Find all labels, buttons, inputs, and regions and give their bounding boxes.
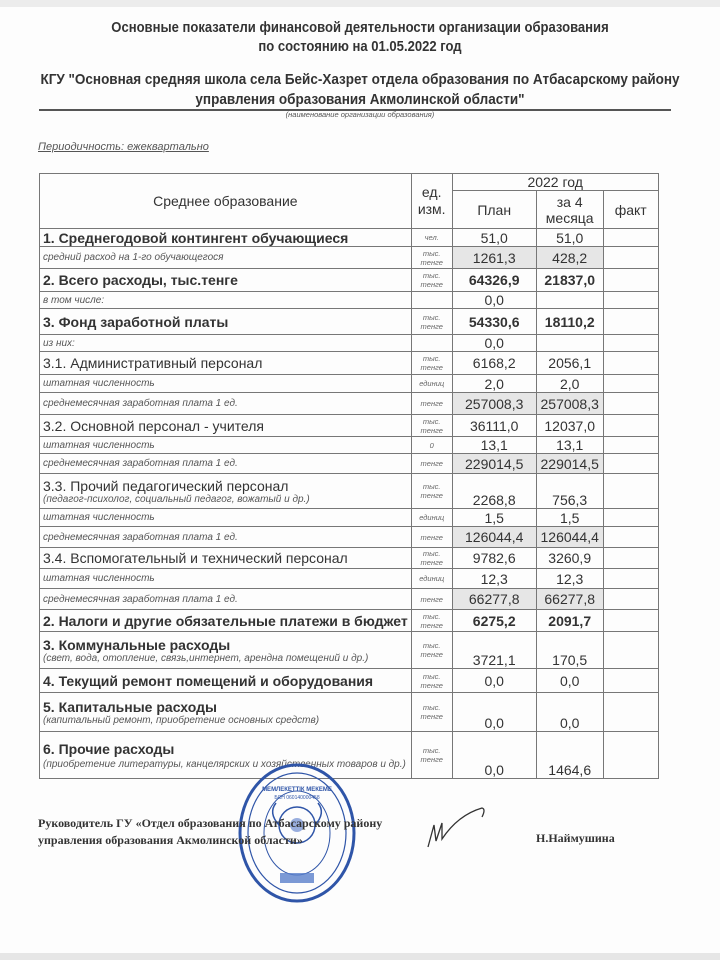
- svg-text:БСН 060140000458: БСН 060140000458: [274, 795, 320, 801]
- row-value-fact: [603, 732, 658, 779]
- table-row: [40, 669, 659, 693]
- row-item-cell: [40, 269, 412, 292]
- organization-caption: (наименование организации образования): [285, 110, 435, 119]
- top-frame-strip: [0, 0, 720, 7]
- table-row: [40, 393, 659, 415]
- row-sublabel: (капитальный ремонт, приобретение основных средств): [43, 714, 320, 726]
- row-sublabel: (свет, вода, отопление, связь,интернет, арендна помещений и др.): [43, 652, 369, 664]
- row-value-fact: [603, 527, 658, 548]
- row-value-plan: 0,0: [452, 669, 536, 693]
- row-unit: тенге: [411, 527, 452, 548]
- row-item-cell: [40, 669, 412, 693]
- table-row: [40, 610, 659, 632]
- row-value-fact: [603, 509, 658, 527]
- row-value-fact: [603, 335, 658, 352]
- row-value-plan: 6275,2: [452, 610, 536, 632]
- table-row: [40, 229, 659, 247]
- row-item-cell: [40, 548, 412, 569]
- column-header-unit: ед. изм.: [411, 174, 452, 229]
- table-row: [40, 527, 659, 548]
- row-unit: тыс. тенге: [411, 415, 452, 437]
- row-unit: тыс. тенге: [411, 309, 452, 335]
- row-unit: тыс. тенге: [411, 732, 452, 779]
- row-sublabel: штатная численность: [43, 512, 155, 523]
- table-row: [40, 589, 659, 610]
- row-value-four-months: 229014,5: [536, 454, 603, 474]
- row-value-four-months: 12037,0: [536, 415, 603, 437]
- periodicity-label: Периодичность: ежеквартально: [38, 141, 209, 153]
- row-value-four-months: 51,0: [536, 229, 603, 247]
- row-sublabel: штатная численность: [43, 378, 155, 389]
- row-value-fact: [603, 454, 658, 474]
- table-row: [40, 569, 659, 589]
- row-value-plan: 257008,3: [452, 393, 536, 415]
- row-item-cell: [40, 309, 412, 335]
- row-value-four-months: 2,0: [536, 375, 603, 393]
- signatory-name: Н.Наймушина: [536, 831, 615, 845]
- column-header-year: 2022 год: [452, 174, 658, 191]
- row-unit: тыс. тенге: [411, 247, 452, 269]
- row-item-cell: [40, 569, 412, 589]
- table-body: [40, 229, 659, 779]
- row-item-cell: [40, 610, 412, 632]
- row-value-four-months: 428,2: [536, 247, 603, 269]
- row-item-cell: [40, 437, 412, 454]
- row-sublabel: средний расход на 1-го обучающегося: [43, 252, 224, 263]
- column-header-plan: План: [452, 191, 536, 229]
- row-value-plan: 36111,0: [452, 415, 536, 437]
- row-value-four-months: 0,0: [536, 669, 603, 693]
- row-value-four-months: 756,3: [536, 474, 603, 509]
- row-value-fact: [603, 474, 658, 509]
- row-unit: тыс. тенге: [411, 352, 452, 375]
- table-row: [40, 247, 659, 269]
- row-value-four-months: 2056,1: [536, 352, 603, 375]
- row-value-plan: 1261,3: [452, 247, 536, 269]
- row-label: 1. Среднегодовой контингент обучающиеся: [43, 229, 349, 246]
- table-row: [40, 335, 659, 352]
- row-value-fact: [603, 393, 658, 415]
- organization-name-line2: управления образования Акмолинской области": [195, 91, 525, 108]
- row-value-plan: 2268,8: [452, 474, 536, 509]
- row-sublabel: из них:: [43, 337, 75, 349]
- row-unit: тыс. тенге: [411, 693, 452, 732]
- row-value-fact: [603, 589, 658, 610]
- row-value-fact: [603, 229, 658, 247]
- row-value-four-months: 126044,4: [536, 527, 603, 548]
- row-unit: единиц: [411, 569, 452, 589]
- signatory-title-line2: управления образования Акмолинской области»: [38, 833, 303, 847]
- row-value-four-months: 21837,0: [536, 269, 603, 292]
- row-unit: тыс. тенге: [411, 632, 452, 669]
- row-value-four-months: 18110,2: [536, 309, 603, 335]
- row-item-cell: [40, 509, 412, 527]
- row-item-cell: [40, 335, 412, 352]
- row-sublabel: среднемесячная заработная плата 1 ед.: [43, 593, 238, 605]
- row-value-four-months: 0,0: [536, 693, 603, 732]
- row-unit: 0: [411, 437, 452, 454]
- row-value-fact: [603, 352, 658, 375]
- row-sublabel: среднемесячная заработная плата 1 ед.: [43, 531, 238, 543]
- row-sublabel: (педагог-психолог, социальный педагог, вожатый и др.): [43, 493, 310, 505]
- row-value-four-months: 3260,9: [536, 548, 603, 569]
- row-value-plan: 0,0: [452, 732, 536, 779]
- row-value-four-months: 2091,7: [536, 610, 603, 632]
- column-header-four-months: за 4 месяца: [536, 191, 603, 229]
- row-value-plan: 13,1: [452, 437, 536, 454]
- row-sublabel: среднемесячная заработная плата 1 ед.: [43, 458, 238, 469]
- row-item-cell: [40, 415, 412, 437]
- row-value-plan: 9782,6: [452, 548, 536, 569]
- row-label: 3. Коммунальные расходы: [43, 636, 231, 653]
- table-row: [40, 548, 659, 569]
- row-value-four-months: [536, 292, 603, 309]
- row-value-four-months: 12,3: [536, 569, 603, 589]
- row-value-four-months: 1,5: [536, 509, 603, 527]
- row-item-cell: [40, 247, 412, 269]
- row-unit: тыс. тенге: [411, 610, 452, 632]
- row-sublabel: (приобретение литературы, канцелярских и хозяйственных товаров и др.): [43, 758, 406, 770]
- row-unit: тенге: [411, 454, 452, 474]
- row-sublabel: среднемесячная заработная плата 1 ед.: [43, 398, 238, 409]
- row-label: 3.3. Прочий педагогический персонал: [43, 477, 289, 494]
- row-unit: [411, 292, 452, 309]
- organization-name-line1: КГУ "Основная средняя школа села Бейс-Хазрет отдела образования по Атбасарскому району: [40, 71, 680, 88]
- row-unit: [411, 335, 452, 352]
- row-value-fact: [603, 247, 658, 269]
- row-value-plan: 229014,5: [452, 454, 536, 474]
- row-label: 3. Фонд заработной платы: [43, 313, 229, 330]
- row-unit: тенге: [411, 589, 452, 610]
- table-row: [40, 352, 659, 375]
- row-value-fact: [603, 309, 658, 335]
- row-value-plan: 51,0: [452, 229, 536, 247]
- row-item-cell: [40, 292, 412, 309]
- row-value-fact: [603, 610, 658, 632]
- row-unit: тыс. тенге: [411, 669, 452, 693]
- row-value-fact: [603, 292, 658, 309]
- table-row: [40, 693, 659, 732]
- row-label: 2. Всего расходы, тыс.тенге: [43, 272, 238, 288]
- column-header-fact: факт: [603, 191, 658, 229]
- row-unit: тенге: [411, 393, 452, 415]
- signatory-title: [38, 815, 382, 849]
- document-date: по состоянию на 01.05.2022 год: [258, 39, 462, 55]
- row-item-cell: [40, 352, 412, 375]
- handwritten-signature: [420, 803, 490, 853]
- row-item-cell: [40, 454, 412, 474]
- row-label: 4. Текущий ремонт помещений и оборудования: [43, 672, 374, 689]
- table-row: [40, 309, 659, 335]
- row-value-four-months: 13,1: [536, 437, 603, 454]
- row-unit: тыс. тенге: [411, 474, 452, 509]
- row-value-fact: [603, 548, 658, 569]
- row-item-cell: [40, 474, 412, 509]
- row-value-plan: 2,0: [452, 375, 536, 393]
- table-row: [40, 474, 659, 509]
- table-row: [40, 509, 659, 527]
- row-value-plan: 3721,1: [452, 632, 536, 669]
- row-value-four-months: 66277,8: [536, 589, 603, 610]
- row-unit: единиц: [411, 375, 452, 393]
- row-value-four-months: 1464,6: [536, 732, 603, 779]
- row-value-plan: 126044,4: [452, 527, 536, 548]
- table-row: [40, 292, 659, 309]
- row-label: 2. Налоги и другие обязательные платежи в бюджет: [43, 612, 408, 629]
- row-value-fact: [603, 632, 658, 669]
- financial-indicators-table: [39, 173, 659, 779]
- row-value-fact: [603, 693, 658, 732]
- row-value-fact: [603, 415, 658, 437]
- row-value-fact: [603, 269, 658, 292]
- row-value-fact: [603, 669, 658, 693]
- row-label: 3.4. Вспомогательный и технический персонал: [43, 550, 348, 566]
- table-row: [40, 454, 659, 474]
- row-item-cell: [40, 693, 412, 732]
- row-value-plan: 0,0: [452, 335, 536, 352]
- row-value-fact: [603, 437, 658, 454]
- row-label: 3.1. Административный персонал: [43, 355, 263, 371]
- row-item-cell: [40, 375, 412, 393]
- row-value-four-months: 257008,3: [536, 393, 603, 415]
- document-title: Основные показатели финансовой деятельности организации образования: [111, 20, 609, 36]
- row-label: 5. Капитальные расходы: [43, 698, 217, 715]
- row-unit: чел.: [411, 229, 452, 247]
- row-value-plan: 0,0: [452, 292, 536, 309]
- row-label: 6. Прочие расходы: [43, 740, 175, 757]
- row-unit: тыс. тенге: [411, 548, 452, 569]
- table-row: [40, 632, 659, 669]
- row-item-cell: [40, 527, 412, 548]
- signature-icon: [420, 803, 490, 853]
- row-value-plan: 1,5: [452, 509, 536, 527]
- row-value-plan: 12,3: [452, 569, 536, 589]
- column-header-item: Среднее образование: [40, 174, 412, 229]
- svg-text:МЕМЛЕКЕТТІК МЕКЕМЕ: МЕМЛЕКЕТТІК МЕКЕМЕ: [262, 787, 332, 793]
- row-value-plan: 64326,9: [452, 269, 536, 292]
- row-label: 3.2. Основной персонал - учителя: [43, 417, 264, 434]
- row-sublabel: штатная численность: [43, 573, 155, 584]
- row-value-plan: 6168,2: [452, 352, 536, 375]
- row-value-four-months: 170,5: [536, 632, 603, 669]
- row-unit: единиц: [411, 509, 452, 527]
- table-row: [40, 375, 659, 393]
- row-value-four-months: [536, 335, 603, 352]
- row-unit: тыс. тенге: [411, 269, 452, 292]
- row-sublabel: штатная численность: [43, 439, 155, 451]
- row-sublabel: в том числе:: [43, 294, 105, 306]
- row-item-cell: [40, 632, 412, 669]
- row-item-cell: [40, 589, 412, 610]
- row-value-plan: 66277,8: [452, 589, 536, 610]
- table-row: [40, 415, 659, 437]
- signatory-title-line1: Руководитель ГУ «Отдел образования по Атбасарскому району: [38, 816, 383, 830]
- row-value-plan: 54330,6: [452, 309, 536, 335]
- bottom-frame-strip: [0, 953, 720, 960]
- table-row: [40, 269, 659, 292]
- row-item-cell: [40, 229, 412, 247]
- table-row: [40, 437, 659, 454]
- row-item-cell: [40, 393, 412, 415]
- row-value-fact: [603, 569, 658, 589]
- row-value-fact: [603, 375, 658, 393]
- row-value-plan: 0,0: [452, 693, 536, 732]
